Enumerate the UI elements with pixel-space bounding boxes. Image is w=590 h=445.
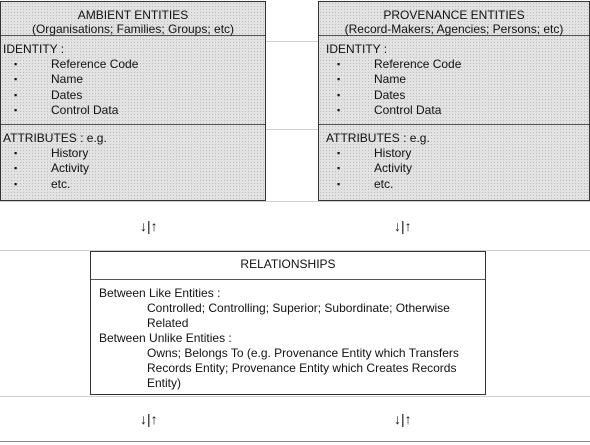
unlike-entities-text: Owns; Belongs To (e.g. Provenance Entity which Transfers Records Entity; Provenance Entity which Creates Records Entity) — [147, 346, 459, 390]
like-entities-text: Controlled; Controlling; Superior; Subordinate; Otherwise Related — [147, 301, 450, 330]
provenance-identity-section — [319, 36, 589, 125]
arrow-ambient-top: ↓|↑ — [140, 218, 158, 234]
provenance-identity-label: IDENTITY : — [326, 42, 388, 56]
ambient-title: AMBIENT ENTITIES — [77, 8, 189, 22]
ambient-identity-section — [1, 36, 265, 125]
grid-line — [0, 201, 590, 202]
ambient-header — [1, 2, 265, 36]
list-item: ▪ Dates — [326, 88, 589, 103]
ambient-identity-list — [3, 57, 265, 118]
ambient-identity-label: IDENTITY : — [3, 42, 65, 56]
list-item: ▪ Reference Code — [326, 57, 589, 72]
provenance-entities-box — [318, 1, 590, 201]
arrow-provenance-bottom: ↓|↑ — [394, 411, 412, 427]
arrow-ambient-bottom: ↓|↑ — [140, 411, 158, 427]
ambient-attributes-label: ATTRIBUTES : e.g. — [3, 131, 107, 145]
list-item: ▪ Control Data — [3, 103, 265, 118]
provenance-title: PROVENANCE ENTITIES — [383, 8, 525, 22]
list-item: ▪ Control Data — [326, 103, 589, 118]
ambient-attributes-section — [1, 125, 265, 192]
list-item: ▪ Dates — [3, 88, 265, 103]
list-item: ▪ History — [3, 146, 265, 161]
relationships-box — [90, 251, 486, 395]
list-item: ▪ etc. — [3, 177, 265, 192]
ambient-entities-box — [0, 1, 266, 201]
list-item: ▪ Activity — [3, 161, 265, 176]
list-item: ▪ etc. — [326, 177, 589, 192]
list-item: ▪ Reference Code — [3, 57, 265, 72]
ambient-attributes-list — [3, 146, 265, 192]
grid-line — [0, 441, 590, 442]
like-entities-label: Between Like Entities : — [99, 286, 221, 300]
list-item: ▪ Name — [326, 72, 589, 87]
unlike-entities-label: Between Unlike Entities : — [99, 331, 232, 345]
list-item: ▪ Name — [3, 72, 265, 87]
relationships-body — [91, 280, 485, 391]
provenance-attributes-label: ATTRIBUTES : e.g. — [326, 131, 430, 145]
list-item: ▪ Activity — [326, 161, 589, 176]
provenance-identity-list — [326, 57, 589, 118]
grid-line — [0, 396, 590, 397]
provenance-attributes-list — [326, 146, 589, 192]
provenance-header — [319, 2, 589, 36]
ambient-subtitle: (Organisations; Families; Groups; etc) — [31, 22, 235, 36]
provenance-subtitle: (Record-Makers; Agencies; Persons; etc) — [344, 22, 564, 36]
provenance-attributes-section — [319, 125, 589, 192]
list-item: ▪ History — [326, 146, 589, 161]
relationships-title: RELATIONSHIPS — [91, 252, 485, 280]
arrow-provenance-top: ↓|↑ — [394, 218, 412, 234]
